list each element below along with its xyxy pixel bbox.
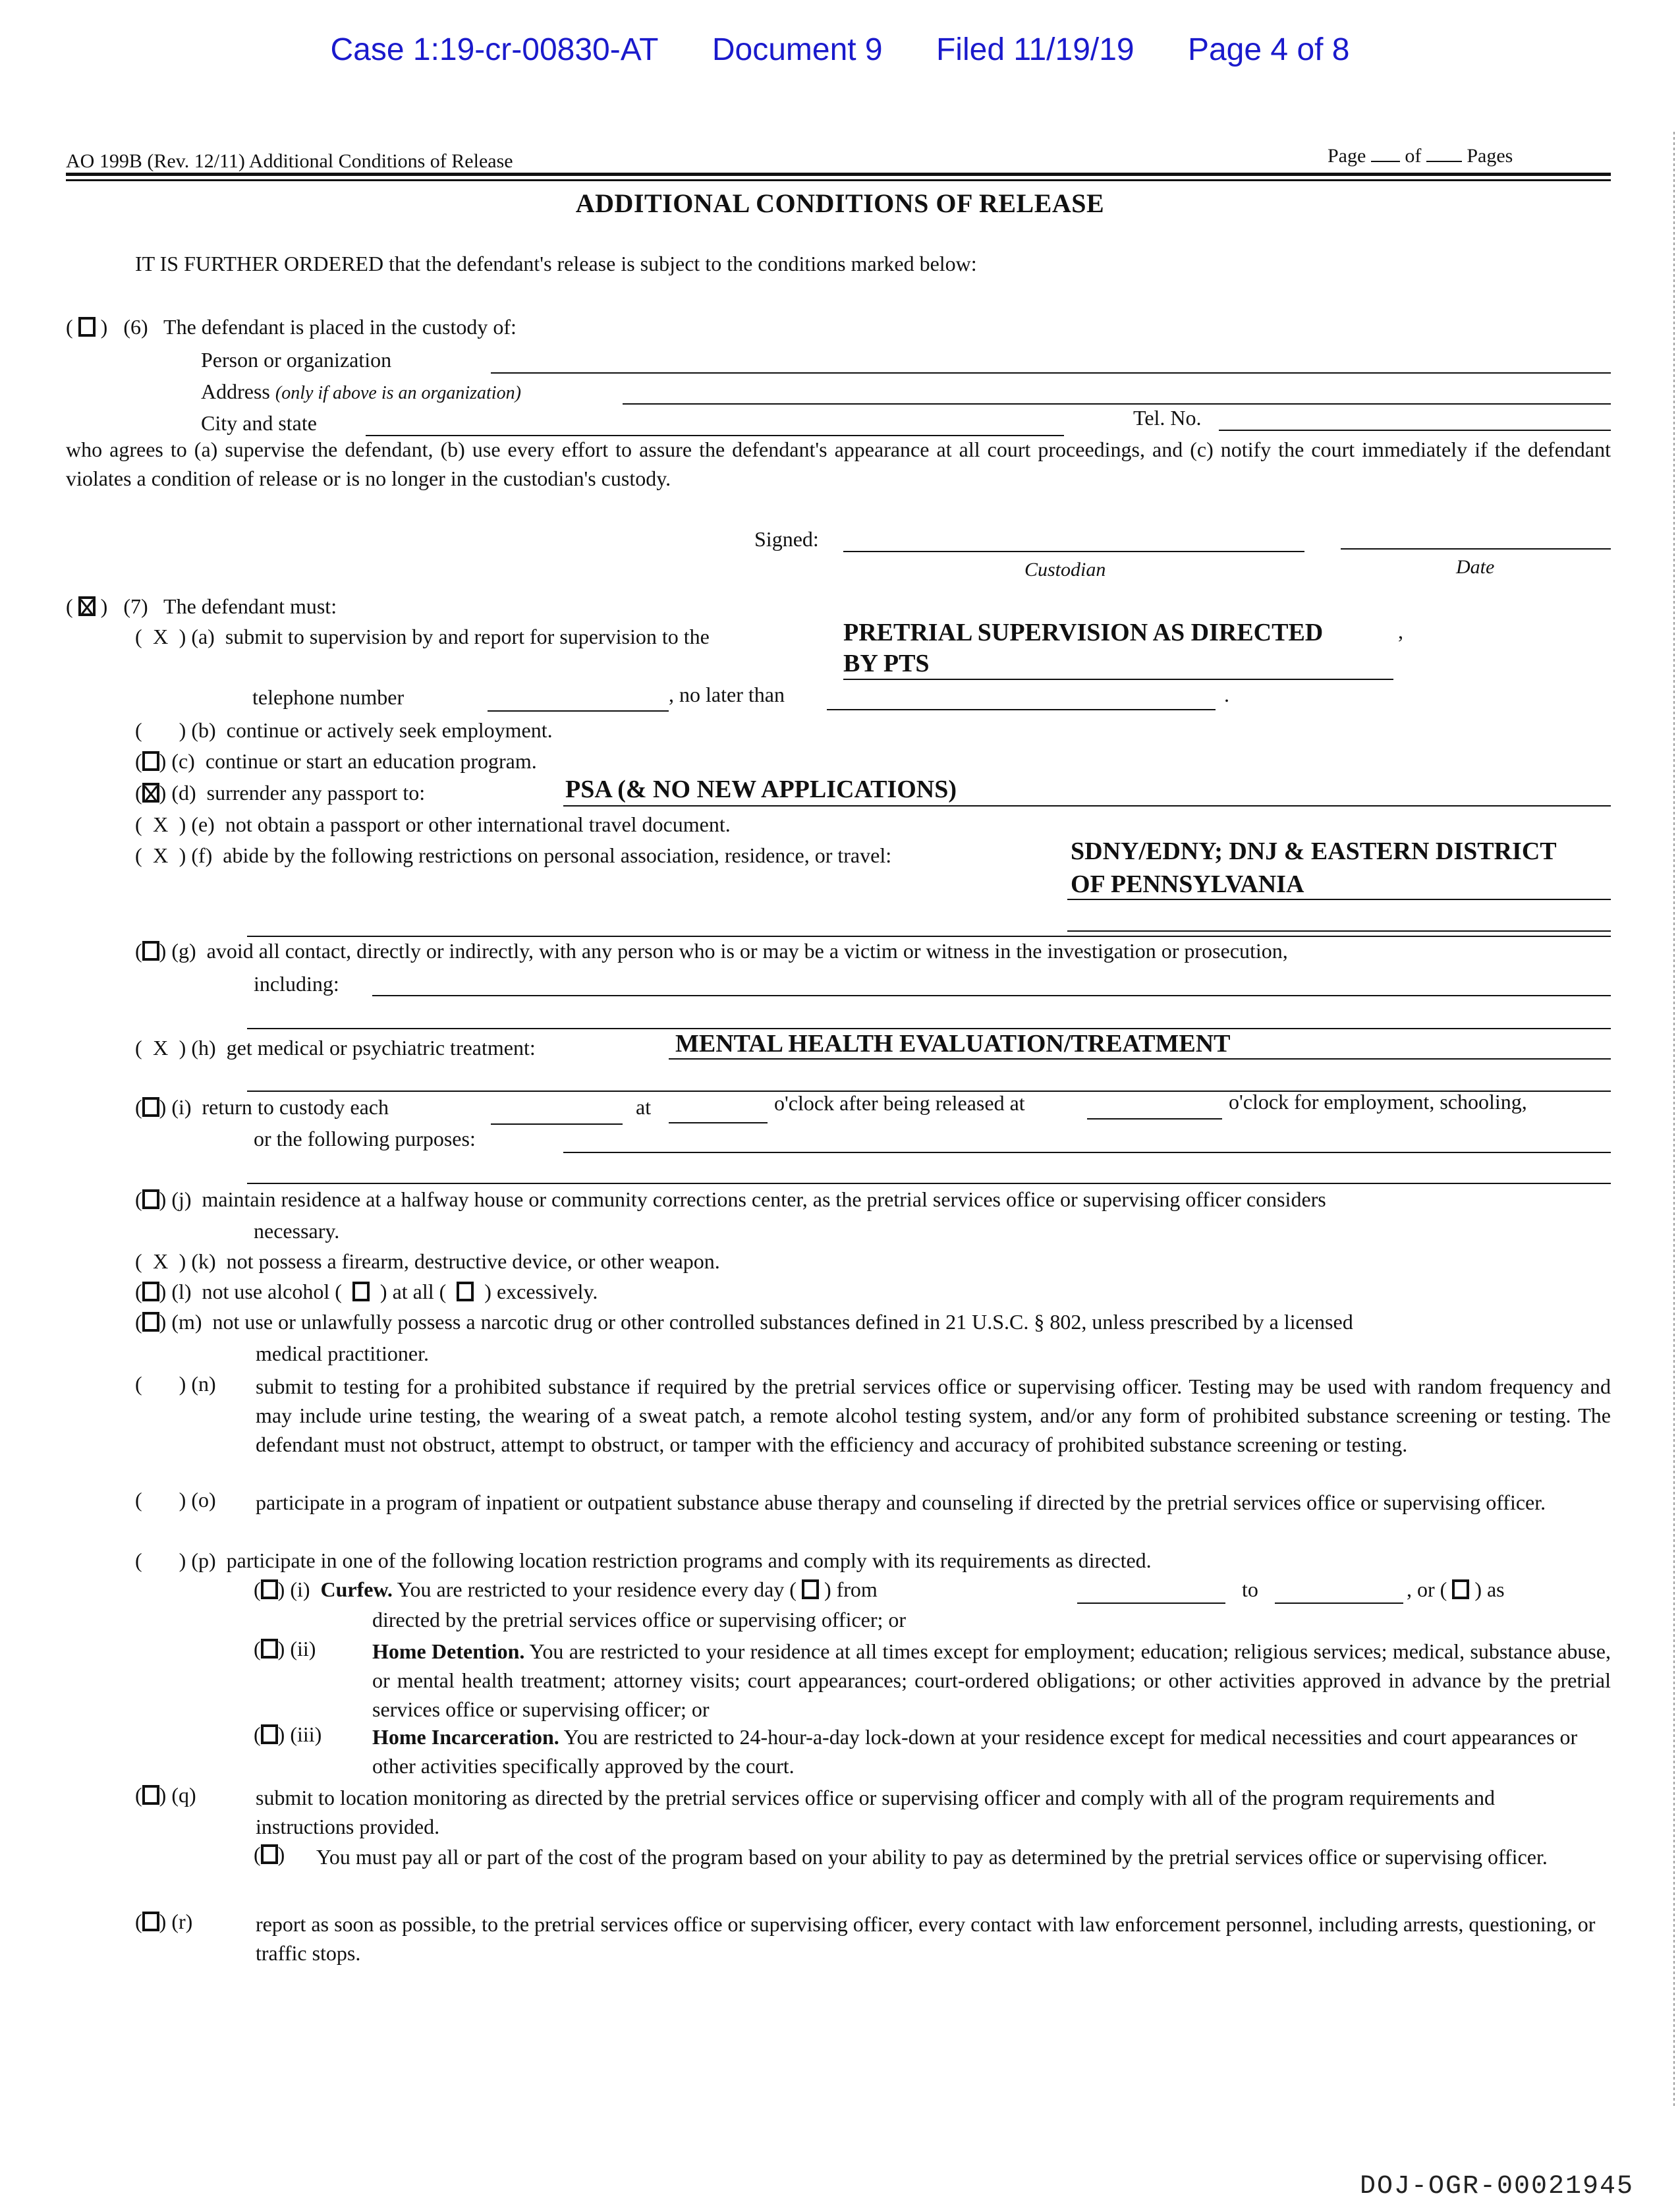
condition-7k-letter: (k) [191,1249,216,1273]
condition-7g-checkbox[interactable] [142,941,159,961]
filing-stamp [0,32,1680,68]
condition-7f-fill-line2[interactable]: OF PENNSYLVANIA [1071,870,1304,898]
condition-7n-marker: ( ) (n) [135,1372,216,1396]
condition-7p-letter: (p) [191,1548,216,1572]
condition-7a-mark[interactable]: X [153,625,169,648]
condition-7l-text-1: not use alcohol ( [202,1280,342,1303]
condition-7c: ( ) (c) continue or start an education program. [135,749,537,773]
condition-7f-text: abide by the following restrictions on personal association, residence, or travel: [223,843,892,867]
condition-7a-text: submit to supervision by and report for supervision to the [225,625,710,648]
condition-7l-text-2: ) at all ( [379,1280,447,1303]
condition-7a-fill-line2[interactable]: BY PTS [843,650,930,677]
custodian-signature-field[interactable] [843,551,1304,552]
home-detention-text [372,1637,1611,1724]
condition-7h-fill[interactable]: MENTAL HEALTH EVALUATION/TREATMENT [675,1030,1231,1058]
form-revision: (Rev. 12/11) [147,150,245,172]
custodian-caption: Custodian [1024,559,1106,581]
document-number: Document 9 [712,32,883,67]
condition-7i-text-1: return to custody each [202,1095,389,1119]
person-field[interactable] [491,372,1611,374]
condition-7p-text: participate in one of the following location restriction programs and comply with its requirements as directed. [226,1548,1152,1572]
condition-7g-letter: (g) [171,939,196,963]
header-rule-bottom [66,179,1611,181]
page-blank[interactable] [1371,161,1400,162]
condition-7l-text-3: ) excessively. [484,1280,598,1303]
condition-7r-marker: ( ) (r) [135,1910,193,1933]
condition-7d-checkbox-checked[interactable] [142,783,159,803]
home-incarceration-title: Home Incarceration. [372,1725,559,1749]
pages-label: Pages [1467,145,1513,167]
condition-7h-mark[interactable]: X [153,1036,169,1060]
curfew-to-label: to [1242,1577,1258,1601]
condition-7-checkbox-checked[interactable] [78,596,96,616]
no-later-than-label: , no later than [669,683,785,706]
release-time-field[interactable] [1087,1118,1222,1120]
condition-7-number: (7) [123,594,148,618]
condition-7r-checkbox[interactable] [142,1912,159,1931]
condition-7k: ( X ) (k) not possess a firearm, destructive device, or other weapon. [135,1249,720,1273]
condition-7e-text: not obtain a passport or other international travel document. [225,812,731,836]
date-field[interactable] [1341,548,1611,550]
curfew-option: ( ) (i) Curfew. You are restricted to your residence every day ( ) from [254,1577,878,1601]
curfew-checkbox[interactable] [261,1579,278,1599]
form-id: AO 199B [66,150,142,172]
condition-7g-including: including: [254,972,339,996]
address-note: (only if above is an organization) [275,383,521,403]
page-of-pages [1328,145,1513,167]
period: . [1224,683,1229,706]
curfew-from-label: ) from [824,1577,878,1601]
condition-7e-letter: (e) [191,812,215,836]
condition-7f-extra-line[interactable] [1067,930,1611,932]
condition-7b-text: continue or actively seek employment. [226,718,553,742]
condition-7m-text: not use or unlawfully possess a narcotic drug or other controlled substances defined in 21 U.S.C. § 802, unless prescribed by a licensed [212,1310,1353,1334]
condition-7i-checkbox[interactable] [142,1097,159,1117]
comma: , [1398,619,1403,643]
condition-7f: ( X ) (f) abide by the following restrictions on personal association, residence, or travel: [135,843,892,867]
curfew-as-directed-checkbox[interactable] [1452,1579,1469,1599]
condition-7h-letter: (h) [191,1036,216,1060]
condition-7c-text: continue or start an education program. [205,749,537,773]
condition-7a-fill-underline [843,679,1393,680]
condition-7q-marker: ( ) (q) [135,1783,196,1807]
curfew-every-day-checkbox[interactable] [802,1579,819,1599]
condition-7f-underline [1067,899,1611,900]
condition-7l: ( ) (l) not use alcohol ( ) at all ( ) excessively. [135,1280,598,1303]
return-time-field[interactable] [669,1122,768,1123]
condition-6-text: The defendant is placed in the custody of: [163,315,517,339]
alcohol-excessively-checkbox[interactable] [457,1282,474,1301]
condition-7k-mark[interactable]: X [153,1249,169,1273]
page-title: ADDITIONAL CONDITIONS OF RELEASE [575,188,1105,218]
condition-7n-letter: (n) [191,1372,216,1396]
condition-7d: ( ) (d) surrender any passport to: [135,781,426,805]
condition-7h-text: get medical or psychiatric treatment: [226,1036,536,1060]
condition-7q-sub-text: You must pay all or part of the cost of the program based on your ability to pay as determined by the pretrial services office or supervising officer. [316,1845,1548,1869]
address-field[interactable] [623,403,1611,405]
telephone-field[interactable] [488,710,669,712]
condition-7h-underline [669,1058,1611,1060]
condition-6: ( ) (6) The defendant is placed in the custody of: [66,315,517,339]
condition-7o-marker: ( ) (o) [135,1488,216,1512]
header-rule-top [66,173,1611,176]
alcohol-at-all-checkbox[interactable] [352,1282,370,1301]
home-detention-marker: ( ) (ii) [254,1637,316,1660]
condition-7c-letter: (c) [171,749,195,773]
at-label: at [636,1095,652,1119]
condition-7m-checkbox[interactable] [142,1312,159,1332]
curfew-or [1407,1577,1505,1602]
curfew-from-field[interactable] [1077,1602,1225,1604]
condition-7g: ( ) (g) avoid all contact, directly or indirectly, with any person who is or may be a victim or witness in the investigation or prosecution, [135,939,1288,963]
of-label: of [1405,145,1422,167]
condition-7f-fill-line1[interactable]: SDNY/EDNY; DNJ & EASTERN DISTRICT [1071,837,1557,865]
condition-7p: ( ) (p) participate in one of the following location restriction programs and comply with its requirements as directed. [135,1548,1152,1572]
case-number: Case 1:19-cr-00830-AT [330,32,659,67]
custodian-agreement: who agrees to (a) supervise the defendant, (b) use every effort to assure the defendant's appearance at all court proceedings, and (c) notify the court immediately if the defendant violates a condition of release or is no longer in the custodian's custody. [66,438,1611,490]
city-label: City and state [201,411,317,435]
condition-7h: ( X ) (h) get medical or psychiatric treatment: [135,1036,536,1060]
curfew-text-6: directed by the pretrial services office or supervising officer; or [372,1608,907,1631]
condition-7q-checkbox[interactable] [142,1785,159,1805]
condition-7n-text: submit to testing for a prohibited substance if required by the pretrial services office or supervising officer. Testing may be used with random frequency and may include urine testing, the wearing of a sweat patch, a remote alcohol testing system, and/or any form of prohibited substance screening or testing. The defendant must not obstruct, attempt to obstruct, or tamper with the efficiency and accuracy of prohibited substance screening or testing. [256,1375,1611,1456]
condition-7d-text: surrender any passport to: [206,781,426,805]
condition-7q-sub-marker: ( ) [254,1842,285,1866]
condition-7r-text: report as soon as possible, to the pretrial services office or supervising officer, every contact with law enforcement personnel, including arrests, questioning, or traffic stops. [256,1912,1596,1965]
condition-7m-letter: (m) [171,1310,202,1334]
condition-7m: ( ) (m) not use or unlawfully possess a narcotic drug or other controlled substances defined in 21 U.S.C. § 802, unless prescribed by a licensed [135,1310,1353,1334]
address-label-text: Address [201,380,270,403]
date-caption: Date [1456,556,1495,578]
home-detention-label: (ii) [290,1637,316,1660]
condition-7q-text: submit to location monitoring as directed by the pretrial services office or supervising officer and comply with all of the program requirements and instructions provided. [256,1786,1495,1838]
condition-7j-text: maintain residence at a halfway house or community corrections center, as the pretrial services office or supervising officer considers [202,1187,1326,1211]
curfew-label: (i) [290,1577,310,1601]
condition-7g-topline [247,936,1611,937]
curfew-text-1: You are restricted to your residence every day ( [397,1577,797,1601]
condition-7g-including-field[interactable] [372,995,1611,996]
home-incarceration-text [372,1722,1598,1780]
condition-6-checkbox[interactable] [78,317,96,337]
purposes-field[interactable] [563,1152,1611,1153]
condition-7g-text: avoid all contact, directly or indirectly, with any person who is or may be a victim or witness in the investigation or prosecution, [206,939,1288,963]
condition-7: ( ) (7) The defendant must: [66,594,337,618]
condition-7-text: The defendant must: [163,594,337,618]
home-incarceration-body: You are restricted to 24-hour-a-day lock-down at your residence except for medical necessities and court appearances or other activities specifically approved by the court. [372,1725,1578,1778]
pages-blank[interactable] [1426,161,1462,162]
pay-cost-checkbox[interactable] [261,1844,278,1864]
return-day-field[interactable] [491,1123,623,1125]
tel-field[interactable] [1219,430,1611,431]
bates-number: DOJ-OGR-00021945 [1359,2172,1634,2201]
condition-7l-letter: (l) [171,1280,192,1303]
condition-7r-letter: (r) [171,1910,193,1933]
condition-7m-text-2: medical practitioner. [256,1342,429,1365]
condition-7e-mark[interactable]: X [153,812,169,836]
no-later-than-field[interactable] [827,709,1216,710]
condition-7i-extra-line[interactable] [247,1183,1611,1184]
person-label: Person or organization [201,348,392,372]
page-label: Page [1328,145,1366,167]
condition-7j: ( ) (j) maintain residence at a halfway house or community corrections center, as the pretrial services office or supervising officer considers [135,1187,1326,1211]
curfew-to-field[interactable] [1275,1602,1403,1604]
condition-7j-text-2: necessary. [254,1219,340,1243]
condition-7o-letter: (o) [191,1488,216,1512]
condition-7j-checkbox[interactable] [142,1189,159,1209]
form-identifier [66,150,513,173]
condition-7a: ( X ) (a) submit to supervision by and report for supervision to the [135,625,710,648]
condition-7k-text: not possess a firearm, destructive device, or other weapon. [226,1249,720,1273]
tel-label: Tel. No. [1133,406,1202,430]
condition-7b: ( ) (b) continue or actively seek employment. [135,718,553,742]
curfew-as-label: ) as [1474,1577,1505,1601]
condition-7d-letter: (d) [171,781,196,805]
intro-text: IT IS FURTHER ORDERED that the defendant's release is subject to the conditions marked below: [135,252,977,275]
home-incarceration-marker: ( ) (iii) [254,1722,322,1746]
condition-7l-checkbox[interactable] [142,1282,159,1301]
condition-7j-letter: (j) [171,1187,192,1211]
condition-7d-underline [563,805,1611,807]
address-label [201,380,521,404]
home-detention-title: Home Detention. [372,1639,525,1663]
condition-7f-mark[interactable]: X [153,843,169,867]
condition-7q-letter: (q) [171,1783,196,1807]
home-detention-body: You are restricted to your residence at all times except for employment; education; religious services; medical, substance abuse, or mental health treatment; attorney visits; court appearances; court-ordered obligations; or other activities approved in advance by the pretrial services office or supervising officer; or [372,1639,1611,1721]
form-name: Additional Conditions of Release [248,150,513,172]
curfew-title: Curfew. [320,1577,393,1601]
condition-7f-letter: (f) [191,843,213,867]
signed-label: Signed: [754,527,819,551]
condition-7e: ( X ) (e) not obtain a passport or other international travel document. [135,812,731,836]
condition-7a-fill-line1[interactable]: PRETRIAL SUPERVISION AS DIRECTED [843,619,1324,646]
condition-7c-checkbox[interactable] [142,751,159,771]
page-count: Page 4 of 8 [1187,32,1350,67]
condition-7o-text: participate in a program of inpatient or outpatient substance abuse therapy and counseling if directed by the pretrial services office or supervising officer. [256,1490,1546,1514]
telephone-label: telephone number [252,685,405,709]
scan-edge [1673,132,1675,2109]
condition-7b-letter: (b) [191,718,216,742]
condition-7d-fill[interactable]: PSA (& NO NEW APPLICATIONS) [565,776,957,803]
home-detention-checkbox[interactable] [261,1639,278,1659]
curfew-or-label: , or ( [1407,1577,1447,1601]
home-incarceration-checkbox[interactable] [261,1724,278,1744]
condition-7a-letter: (a) [191,625,215,648]
home-incarceration-label: (iii) [290,1722,322,1746]
condition-6-number: (6) [123,315,148,339]
oclock-for-label: o'clock for employment, schooling, [1229,1090,1527,1114]
condition-7i: ( ) (i) return to custody each [135,1095,389,1119]
condition-7i-letter: (i) [171,1095,192,1119]
oclock-after-label: o'clock after being released at [774,1091,1025,1115]
filed-date: Filed 11/19/19 [936,32,1134,67]
following-purposes-label: or the following purposes: [254,1127,476,1150]
